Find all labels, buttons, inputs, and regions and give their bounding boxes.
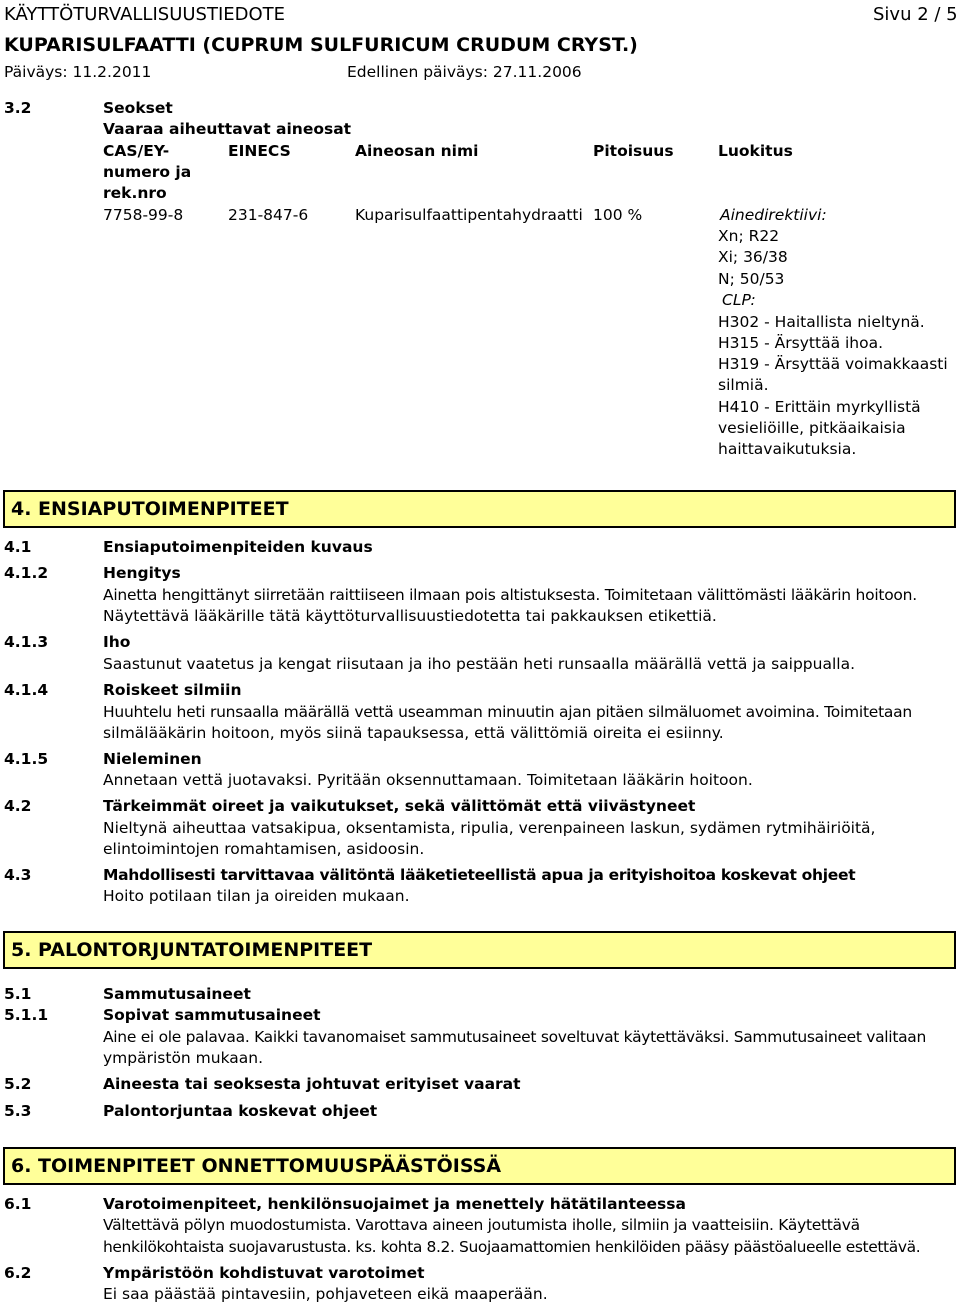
subsection-number: 4.1.2 [4, 564, 49, 582]
classification-line: haittavaikutuksia. [718, 440, 857, 458]
column-header-concentration: Pitoisuus [593, 142, 674, 160]
subsection-number: 5.1.1 [4, 1006, 49, 1024]
subsection-title: Sammutusaineet [103, 985, 251, 1003]
subsection-number: 4.1.4 [4, 681, 49, 699]
paragraph-line: Saastunut vaatetus ja kengat riisutaan ja iho pestään heti runsaalla määrällä vettä ja saippualla. [103, 655, 856, 673]
subsection-number: 4.1 [4, 538, 32, 556]
subsection-title: Roiskeet silmiin [103, 681, 242, 699]
section-heading: 6. TOIMENPITEET ONNETTOMUUSPÄÄSTÖISSÄ [11, 1155, 502, 1177]
section-heading-box [3, 1147, 956, 1185]
section-heading: 5. PALONTORJUNTATOIMENPITEET [11, 939, 373, 961]
paragraph-line: Nieltynä aiheuttaa vatsakipua, oksentamista, ripulia, verenpaineen laskun, sydämen rytmihäiriöitä, [103, 819, 876, 837]
classification-line: silmiä. [718, 376, 769, 394]
previous-date: Edellinen päiväys: 27.11.2006 [347, 63, 582, 81]
classification-line: H315 - Ärsyttää ihoa. [718, 334, 884, 352]
column-header-einecs: EINECS [228, 142, 291, 160]
product-name: KUPARISULFAATTI (CUPRUM SULFURICUM CRUDUM CRYST.) [4, 34, 638, 56]
paragraph-line: Vältettävä pölyn muodostumista. Varottava aineen joutumista iholle, silmiin ja vaatteisiin. Käytettävä [103, 1216, 860, 1234]
subsection-title: Aineesta tai seoksesta johtuvat erityiset vaarat [103, 1075, 521, 1093]
document-title: KÄYTTÖTURVALLISUUSTIEDOTE [4, 4, 286, 25]
column-header-cas: numero ja [103, 163, 192, 181]
cell-concentration: 100 % [593, 206, 643, 224]
subsection-title: Hengitys [103, 564, 181, 582]
date: Päiväys: 11.2.2011 [4, 63, 152, 81]
paragraph-line: Ainetta hengittänyt siirretään raittiiseen ilmaan pois altistuksesta. Toimitetaan välittömästi lääkärin hoitoon. [103, 586, 917, 604]
column-header-classification: Luokitus [718, 142, 793, 160]
paragraph-line: Hoito potilaan tilan ja oireiden mukaan. [103, 887, 410, 905]
classification-line: Xi; 36/38 [718, 248, 788, 266]
subsection-number: 6.1 [4, 1195, 32, 1213]
section-subtitle: Vaaraa aiheuttavat aineosat [103, 120, 352, 138]
classification-line: H319 - Ärsyttää voimakkaasti [718, 355, 948, 373]
cell-einecs: 231-847-6 [228, 206, 309, 224]
column-header-cas: CAS/EY- [103, 142, 170, 160]
subsection-number: 4.1.5 [4, 750, 49, 768]
section-heading-box [3, 490, 956, 528]
subsection-number: 4.3 [4, 866, 32, 884]
classification-line: Xn; R22 [718, 227, 780, 245]
paragraph-line: Näytettävä lääkärille tätä käyttöturvallisuustiedotetta tai pakkauksen etikettiä. [103, 607, 717, 625]
subsection-number: 5.2 [4, 1075, 32, 1093]
paragraph-line: Annetaan vettä juotavaksi. Pyritään oksennuttamaan. Toimitetaan lääkärin hoitoon. [103, 771, 753, 789]
subsection-title: Tärkeimmät oireet ja vaikutukset, sekä välittömät että viivästyneet [103, 797, 696, 815]
subsection-title: Mahdollisesti tarvittavaa välitöntä lääketieteellistä apua ja erityishoitoa koskevat ohjeet [103, 866, 856, 884]
column-header-cas: rek.nro [103, 184, 167, 202]
subsection-title: Varotoimenpiteet, henkilönsuojaimet ja menettely hätätilanteessa [103, 1195, 686, 1213]
subsection-number: 6.2 [4, 1264, 32, 1282]
subsection-title: Ensiaputoimenpiteiden kuvaus [103, 538, 373, 556]
cell-cas: 7758-99-8 [103, 206, 184, 224]
page-number: Sivu 2 / 5 [873, 4, 958, 25]
subsection-number: 5.1 [4, 985, 32, 1003]
paragraph-line: ympäristön mukaan. [103, 1049, 264, 1067]
section-heading: 4. ENSIAPUTOIMENPITEET [11, 498, 289, 520]
paragraph-line: Ei saa päästää pintavesiin, pohjaveteen eikä maaperään. [103, 1285, 548, 1303]
classification-line: CLP: [722, 291, 756, 309]
paragraph-line: silmälääkärin hoitoon, myös siinä tapauksessa, että välittömiä oireita ei esiinny. [103, 724, 724, 742]
section-title: Seokset [103, 99, 173, 117]
cell-name: Kuparisulfaattipentahydraatti [355, 206, 583, 224]
classification-line: vesieliöille, pitkäaikaisia [718, 419, 906, 437]
classification-line: N; 50/53 [718, 270, 785, 288]
classification-line: Ainedirektiivi: [720, 206, 827, 224]
classification-line: H410 - Erittäin myrkyllistä [718, 398, 921, 416]
subsection-title: Sopivat sammutusaineet [103, 1006, 321, 1024]
subsection-number: 4.2 [4, 797, 32, 815]
subsection-title: Nieleminen [103, 750, 202, 768]
paragraph-line: henkilökohtaista suojavarustusta. ks. kohta 8.2. Suojaamattomien henkilöiden pääsy päästöalueelle estettävä. [103, 1238, 921, 1256]
section-number: 3.2 [4, 99, 32, 117]
subsection-number: 4.1.3 [4, 633, 49, 651]
subsection-title: Palontorjuntaa koskevat ohjeet [103, 1102, 378, 1120]
subsection-title: Iho [103, 633, 131, 651]
paragraph-line: Aine ei ole palavaa. Kaikki tavanomaiset sammutusaineet soveltuvat käytettäväksi. Sammutusaineet valitaan [103, 1028, 927, 1046]
column-header-name: Aineosan nimi [355, 142, 479, 160]
classification-line: H302 - Haitallista nieltynä. [718, 313, 925, 331]
section-heading-box [3, 931, 956, 969]
paragraph-line: elintoimintojen romahtamisen, asidoosin. [103, 840, 425, 858]
paragraph-line: Huuhtelu heti runsaalla määrällä vettä useamman minuutin ajan pitäen silmäluomet avoimina. Toimitetaan [103, 703, 912, 721]
subsection-number: 5.3 [4, 1102, 32, 1120]
subsection-title: Ympäristöön kohdistuvat varotoimet [103, 1264, 425, 1282]
